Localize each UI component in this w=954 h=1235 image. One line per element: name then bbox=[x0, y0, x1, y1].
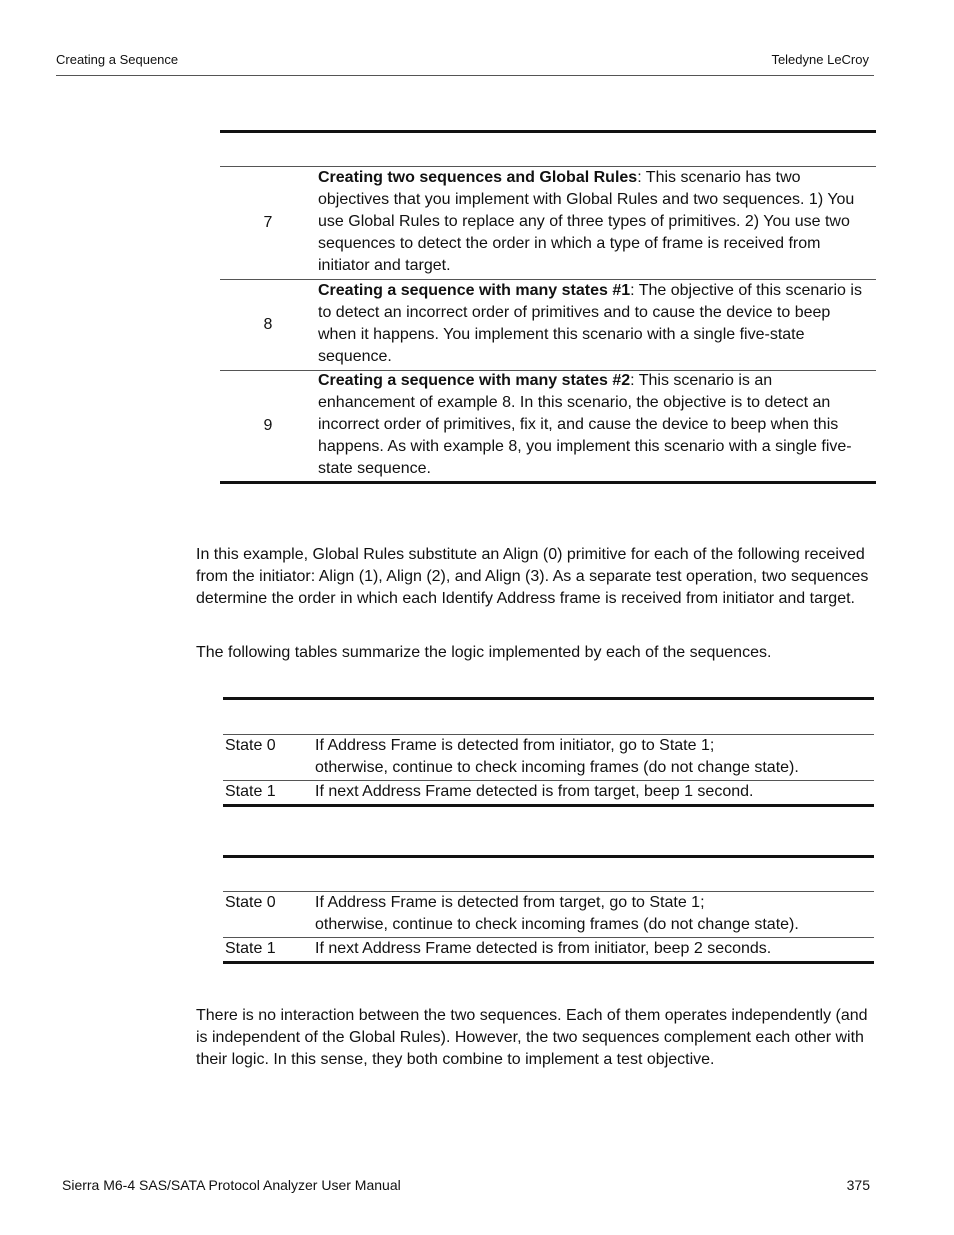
table-row bbox=[223, 892, 874, 938]
state-line: otherwise, continue to check incoming frames (do not change state). bbox=[315, 759, 799, 776]
summary-paragraph: The following tables summarize the logic implemented by each of the sequences. bbox=[196, 644, 772, 661]
example-text: : The objective of this scenario is to detect an incorrect order of primitives and to cause the device to beep when it happens. You implement this scenario with a single five-state sequence. bbox=[318, 282, 862, 365]
state-name: State 1 bbox=[225, 940, 276, 957]
state-line: If next Address Frame detected is from target, beep 1 second. bbox=[315, 783, 754, 800]
page-number: 375 bbox=[846, 1177, 870, 1193]
example-description bbox=[316, 280, 876, 370]
state-description bbox=[315, 938, 874, 960]
example-number: 7 bbox=[263, 214, 273, 231]
table-row bbox=[223, 781, 874, 807]
intro-paragraph: In this example, Global Rules substitute an Align (0) primitive for each of the following received from the initiator: Align (1), Align (2), and Align (3). As a separate test operation, two sequences determine the order in which each Identify Address frame is received from initiator and target. bbox=[196, 546, 869, 607]
state-line: If Address Frame is detected from target, go to State 1; bbox=[315, 894, 705, 911]
table-header-row bbox=[223, 700, 874, 734]
example-text: : This scenario has two objectives that you implement with Global Rules and two sequences. 1) You use Global Rules to replace any of three types of primitives. 2) You use two sequences to detect the order in which a type of frame is received from initiator and target. bbox=[318, 169, 855, 274]
examples-table bbox=[220, 130, 876, 484]
example-description bbox=[316, 167, 876, 279]
sequence-table-1 bbox=[223, 697, 874, 807]
example-title: Creating a sequence with many states #1 bbox=[318, 282, 631, 299]
closing-paragraph: There is no interaction between the two sequences. Each of them operates independently (and is independent of the Global Rules). However, the two sequences complement each other with their logic. In this sense, they both combine to implement a test objective. bbox=[196, 1007, 868, 1068]
table-row bbox=[223, 735, 874, 781]
example-title: Creating two sequences and Global Rules bbox=[318, 169, 638, 186]
example-number: 8 bbox=[263, 316, 273, 333]
example-description bbox=[316, 370, 876, 482]
table-header-row bbox=[223, 858, 874, 891]
state-description bbox=[315, 781, 874, 803]
header-divider bbox=[56, 75, 874, 76]
state-description bbox=[315, 892, 874, 936]
header-section-title: Creating a Sequence bbox=[56, 52, 179, 67]
state-name: State 1 bbox=[225, 783, 276, 800]
table-row bbox=[223, 938, 874, 964]
state-name: State 0 bbox=[225, 894, 276, 911]
example-title: Creating a sequence with many states #2 bbox=[318, 372, 631, 389]
header-company-name: Teledyne LeCroy bbox=[771, 52, 869, 67]
sequence-table-2 bbox=[223, 855, 874, 964]
table-header-row bbox=[220, 133, 876, 166]
example-number: 9 bbox=[263, 417, 273, 434]
state-line: If Address Frame is detected from initiator, go to State 1; bbox=[315, 737, 715, 754]
table-row bbox=[220, 280, 876, 371]
footer-manual-title: Sierra M6-4 SAS/SATA Protocol Analyzer User Manual bbox=[62, 1177, 401, 1193]
state-line: otherwise, continue to check incoming frames (do not change state). bbox=[315, 916, 799, 933]
table-row bbox=[220, 371, 876, 484]
example-text: : This scenario is an enhancement of example 8. In this scenario, the objective is to detect an incorrect order of primitives, fix it, and cause the device to beep when this happens. As with example 8, you implement this scenario with a single five-state sequence. bbox=[318, 372, 852, 477]
state-name: State 0 bbox=[225, 737, 276, 754]
state-description bbox=[315, 735, 874, 779]
state-line: If next Address Frame detected is from initiator, beep 2 seconds. bbox=[315, 940, 772, 957]
table-row bbox=[220, 167, 876, 280]
